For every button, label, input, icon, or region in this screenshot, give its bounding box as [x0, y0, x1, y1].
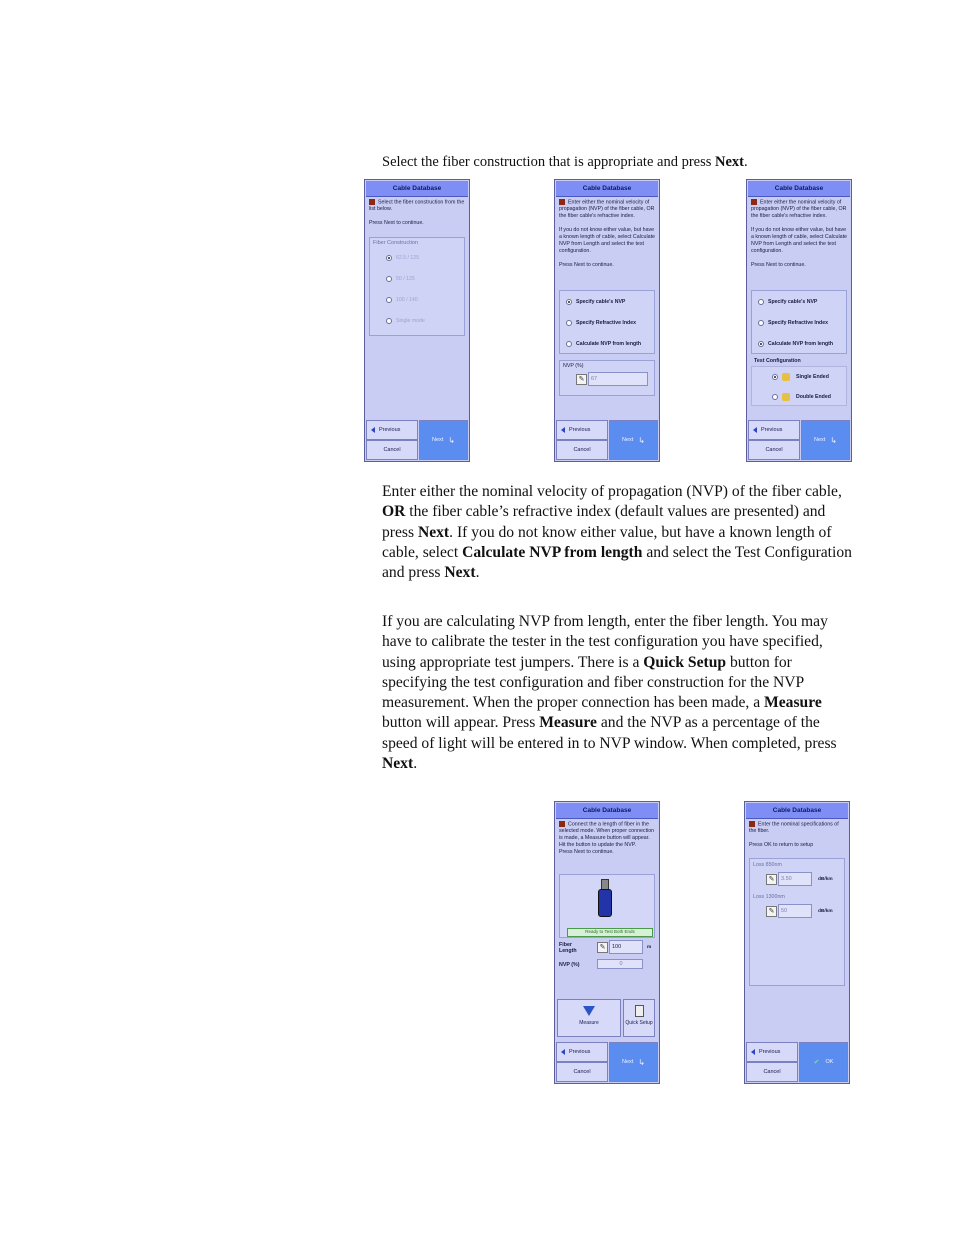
- info-icon: [559, 821, 565, 827]
- keyboard-icon[interactable]: ✎: [597, 942, 608, 953]
- screen-title: Cable Database: [556, 181, 658, 197]
- cancel-button[interactable]: Cancel: [746, 1062, 798, 1082]
- connection-diagram: [559, 874, 655, 938]
- loss-850-input[interactable]: 3.50: [778, 872, 812, 886]
- cancel-button[interactable]: Cancel: [366, 440, 418, 460]
- group-title: Fiber Construction: [373, 240, 418, 246]
- nvp-method-group: [751, 290, 847, 354]
- chevron-left-icon: [561, 427, 565, 433]
- previous-button[interactable]: Previous: [556, 1042, 608, 1062]
- screen-fiber-construction: [364, 179, 470, 462]
- screen-title: Cable Database: [748, 181, 850, 197]
- option-double-ended[interactable]: Double Ended: [772, 393, 831, 401]
- nvp-label: NVP (%): [559, 962, 580, 968]
- screen-message: Enter either the nominal velocity of propagation (NVP) of the fiber cable, OR the fiber cable's refractive index. If you do not know either value, but have a known length of cable, select Calculate NVP from Length and select the test configuration. Press Next to continue.: [751, 199, 847, 269]
- nvp-label: NVP (%): [563, 363, 584, 369]
- info-icon: [751, 199, 757, 205]
- option-calculate-nvp[interactable]: Calculate NVP from length: [566, 341, 641, 347]
- checkmark-icon: ✔: [813, 1059, 820, 1066]
- previous-button[interactable]: Previous: [746, 1042, 798, 1062]
- previous-button[interactable]: Previous: [556, 420, 608, 440]
- option-specify-nvp[interactable]: Specify cable's NVP: [758, 299, 817, 305]
- screen-title: Cable Database: [556, 803, 658, 819]
- option-specify-refractive-index[interactable]: Specify Refractive Index: [566, 320, 636, 326]
- info-icon: [369, 199, 375, 205]
- screen-title: Cable Database: [746, 803, 848, 819]
- screen-nvp-entry: [554, 179, 660, 462]
- cancel-button[interactable]: Cancel: [748, 440, 800, 460]
- radio-icon: [772, 394, 778, 400]
- chevron-left-icon: [751, 1049, 755, 1055]
- option-calculate-nvp[interactable]: Calculate NVP from length: [758, 341, 833, 347]
- fiber-length-input[interactable]: 100: [609, 940, 643, 954]
- option-62-5-125[interactable]: 62.5 / 125: [386, 255, 419, 261]
- loss-1300-input[interactable]: 50: [778, 904, 812, 918]
- chevron-left-icon: [753, 427, 757, 433]
- screen-message: Enter either the nominal velocity of propagation (NVP) of the fiber cable, OR the fiber cable's refractive index. If you do not know either value, but have a known length of cable, select Calculate NVP from Length and select the test configuration. Press Next to continue.: [559, 199, 655, 269]
- radio-icon: [386, 318, 392, 324]
- radio-selected-icon: [758, 341, 764, 347]
- instruction-paragraph-1: Enter either the nominal velocity of propagation (NVP) of the fiber cable, OR the fiber cable’s refractive index (default values are presented) and press Next. If you do not know either value, but have a known length of cable, select Calculate NVP from length and select the Test Configuration and press Next.: [382, 483, 852, 582]
- loss-1300-label: Loss 1300nm: [753, 894, 785, 900]
- screen-measure-nvp: [554, 801, 660, 1084]
- next-button[interactable]: Next ↳: [609, 420, 658, 460]
- option-single-ended[interactable]: Single Ended: [772, 373, 829, 381]
- radio-icon: [758, 320, 764, 326]
- loss-850-unit: dB/km: [818, 877, 833, 882]
- quick-setup-icon: [635, 1005, 644, 1017]
- keyboard-icon[interactable]: ✎: [766, 906, 777, 917]
- option-specify-refractive-index[interactable]: Specify Refractive Index: [758, 320, 828, 326]
- measure-button[interactable]: Measure: [557, 999, 621, 1037]
- loss-1300-unit: dB/km: [818, 909, 833, 914]
- keyboard-icon[interactable]: ✎: [576, 374, 587, 385]
- fiber-length-unit: m: [647, 945, 652, 950]
- option-50-125[interactable]: 50 / 125: [386, 276, 415, 282]
- screen-title: Cable Database: [366, 181, 468, 197]
- radio-icon: [386, 297, 392, 303]
- nvp-input[interactable]: 67: [588, 372, 648, 386]
- nvp-field-group: [559, 360, 655, 396]
- radio-icon: [566, 320, 572, 326]
- test-config-label: Test Configuration: [754, 358, 801, 364]
- instruction-paragraph-2: If you are calculating NVP from length, enter the fiber length. You may have to calibrate the tester in the test configuration you have specified, using appropriate test jumpers. There is a Quick Setup button for specifying the test configuration and fiber construction for the NVP measurement. When the proper connection has been made, a Measure button will appear. Press Measure and the NVP as a percentage of the speed of light will be entered in to NVP window. When completed, press Next.: [382, 613, 837, 773]
- info-icon: [559, 199, 565, 205]
- ok-button[interactable]: ✔ OK: [799, 1042, 848, 1082]
- nvp-method-group: [559, 290, 655, 354]
- screen-calculate-nvp: [746, 179, 852, 462]
- chevron-left-icon: [561, 1049, 565, 1055]
- radio-icon: [386, 276, 392, 282]
- previous-button[interactable]: Previous: [366, 420, 418, 440]
- loss-850-label: Loss 850nm: [753, 862, 782, 868]
- enter-arrow-icon: ↳: [830, 435, 837, 445]
- status-ready: Ready to Test Both Ends: [567, 928, 653, 937]
- tester-icon: [598, 889, 612, 917]
- single-ended-icon: [782, 373, 790, 381]
- fiber-construction-group: [369, 237, 465, 336]
- option-specify-nvp[interactable]: Specify cable's NVP: [566, 299, 625, 305]
- radio-selected-icon: [772, 374, 778, 380]
- screen-message: Connect the a length of fiber in the selected mode. When proper connection is made, a Measure button will appear. Hit the button to update the NVP. Press Next to continue.: [559, 821, 655, 856]
- screen-message: Select the fiber construction from the list below. Press Next to continue.: [369, 199, 465, 227]
- double-ended-icon: [782, 393, 790, 401]
- enter-arrow-icon: ↳: [638, 1057, 645, 1067]
- radio-selected-icon: [386, 255, 392, 261]
- quick-setup-button[interactable]: Quick Setup: [623, 999, 655, 1037]
- intro-text: Select the fiber construction that is appropriate and press Next.: [382, 154, 748, 170]
- previous-button[interactable]: Previous: [748, 420, 800, 440]
- chevron-left-icon: [371, 427, 375, 433]
- screen-fiber-specs: [744, 801, 850, 1084]
- radio-icon: [566, 341, 572, 347]
- next-button[interactable]: Next ↳: [609, 1042, 658, 1082]
- cancel-button[interactable]: Cancel: [556, 1062, 608, 1082]
- next-button[interactable]: Next ↳: [419, 420, 468, 460]
- option-single-mode[interactable]: Single mode: [386, 318, 425, 324]
- enter-arrow-icon: ↳: [638, 435, 645, 445]
- next-button[interactable]: Next ↳: [801, 420, 850, 460]
- nvp-readout: 0: [597, 959, 643, 969]
- cancel-button[interactable]: Cancel: [556, 440, 608, 460]
- screen-message: Enter the nominal specifications of the fiber. Press OK to return to setup: [749, 821, 839, 849]
- keyboard-icon[interactable]: ✎: [766, 874, 777, 885]
- radio-icon: [758, 299, 764, 305]
- info-icon: [749, 821, 755, 827]
- radio-selected-icon: [566, 299, 572, 305]
- fiber-length-label: Fiber Length: [559, 942, 577, 954]
- test-config-group: [751, 366, 847, 406]
- enter-arrow-icon: ↳: [448, 435, 455, 445]
- loss-group: [749, 858, 845, 986]
- measure-icon: [583, 1006, 595, 1016]
- option-100-140[interactable]: 100 / 140: [386, 297, 418, 303]
